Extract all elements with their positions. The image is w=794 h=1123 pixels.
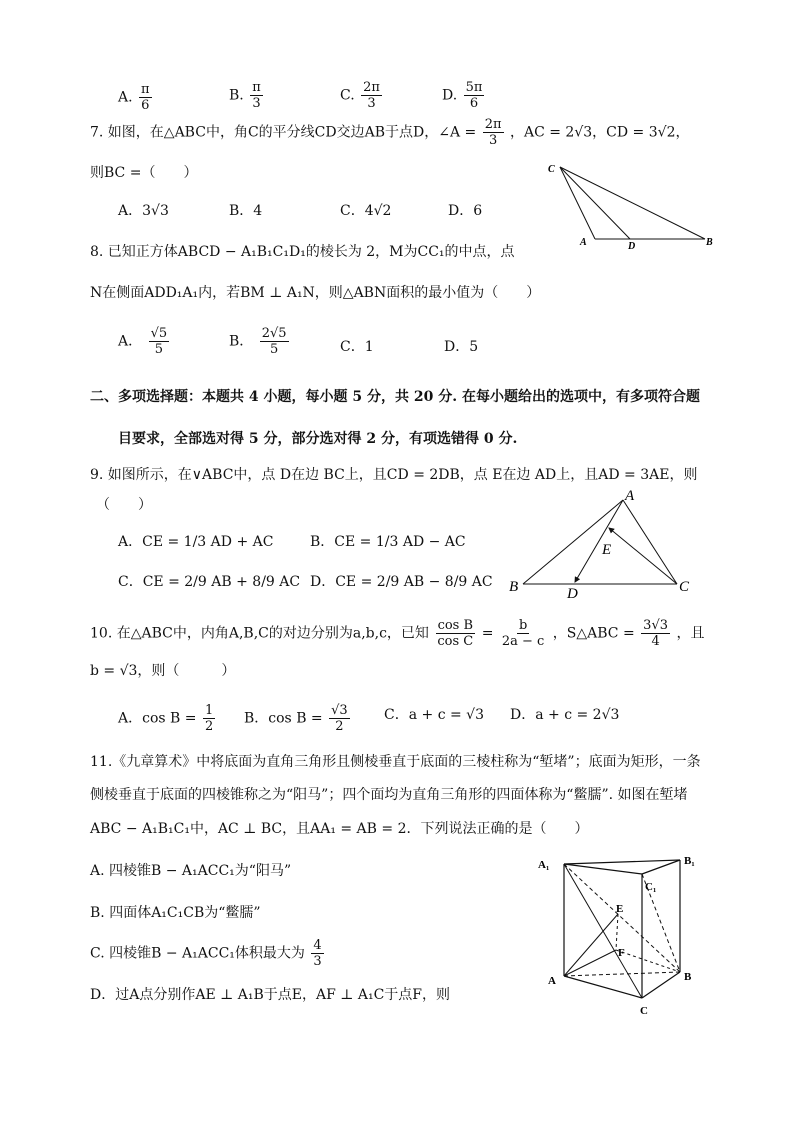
q7-label-d: D <box>628 241 636 252</box>
q9-option-c: C．CE = 2/9 AB + 8/9 AC <box>118 574 301 590</box>
q11-option-a: A. 四棱锥B − A₁ACC₁为“阳马” <box>90 863 292 879</box>
q9-label-c: C <box>679 579 690 595</box>
q9-label-e: E <box>602 542 612 558</box>
q7-label-a: A <box>580 237 587 248</box>
q11-label-c1: C₁ <box>645 881 657 893</box>
q11-option-d: D．过A点分别作AE ⊥ A₁B于点E，AF ⊥ A₁C于点F，则 <box>90 987 451 1003</box>
q10-option-c: C．a + c = √3 <box>384 707 484 723</box>
q10-option-d: D．a + c = 2√3 <box>510 707 620 723</box>
section2-line2: 目要求，全部选对得 5 分，部分选对得 2 分，有项选错得 0 分. <box>118 431 518 447</box>
q7-label-c: C <box>548 164 555 175</box>
q11-prism-figure <box>532 848 712 1020</box>
section2-line1: 二、多项选择题：本题共 4 小题，每小题 5 分，共 20 分. 在每小题给出的选项中，有多项符合题 <box>90 389 700 405</box>
q9-line2: （ ） <box>96 497 152 513</box>
q8-line2: N在侧面ADD₁A₁内，若BM ⊥ A₁N，则△ABN面积的最小值为（ ） <box>90 285 541 301</box>
q10-line2: b = √3，则（ ） <box>90 663 236 679</box>
q9-option-a: A．CE = 1/3 AD + AC <box>118 534 274 550</box>
q11-line2: 侧棱垂直于底面的四棱锥称之为“阳马”；四个面均为直角三角形的四面体称为“鳖臑”. 如图在堑堵 <box>90 787 688 803</box>
q8-option-b: B． $\frac{2√5}{5}$ <box>229 326 287 357</box>
q8-option-a: A． $\frac{√5}{5}$ <box>118 326 168 357</box>
q9-label-b: B <box>509 579 519 595</box>
q11-line3: ABC − A₁B₁C₁中，AC ⊥ BC，且AA₁ = AB = 2．下列说法正确的是（ ） <box>90 821 589 837</box>
q9-option-d: D．CE = 2/9 AB − 8/9 AC <box>310 574 493 590</box>
q8-option-d: D．5 <box>444 339 479 355</box>
q11-label-b1: B₁ <box>684 855 695 867</box>
q8-option-c: C．1 <box>340 339 374 355</box>
q8-line1: 8. 已知正方体ABCD − A₁B₁C₁D₁的棱长为 2，M为CC₁的中点，点 <box>90 244 515 260</box>
q9-option-b: B．CE = 1/3 AD − AC <box>310 534 466 550</box>
q11-label-e: E <box>616 903 624 915</box>
q11-label-a: A <box>548 975 556 987</box>
q11-label-b: B <box>684 971 692 983</box>
q10-option-a: A．cos B = $\frac{1}{2}$ <box>118 703 214 734</box>
q6-option-d: D. $\frac{5\pi}{6}$ <box>442 80 483 111</box>
q10-line1: 10. 在△ABC中，内角A,B,C的对边分别为a,b,c，已知 $\frac{\text{cos B}}{\text{cos C}}$ = $\frac{b}{2a - c}$ ，S△ABC = $\frac{3√3}{4}$ ，且 <box>90 618 705 649</box>
q6-option-a: A. $\frac{\pi}{6}$ <box>118 82 150 113</box>
q9-line1: 9. 如图所示，在∨ABC中，点 D在边 BC上，且CD = 2DB，点 E在边 AD上，且AD = 3AE，则 <box>90 467 698 483</box>
q10-option-b: B．cos B = $\frac{√3}{2}$ <box>244 703 348 734</box>
q11-line1: 11.《九章算术》中将底面为直角三角形且侧棱垂直于底面的三棱柱称为“堑堵”；底面为矩形，一条 <box>90 754 701 770</box>
q9-label-a: A <box>625 488 635 504</box>
q7-line1: 7. 如图，在△ABC中，角C的平分线CD交边AB于点D，∠A = $\frac{2\pi}{3}$ ，AC = 2√3，CD = 3√2， <box>90 117 690 148</box>
q11-option-c: C. 四棱锥B − A₁ACC₁体积最大为 $\frac{4}{3}$ <box>90 938 322 969</box>
q7-option-a: A．3√3 <box>118 203 169 219</box>
q6-option-b: B. $\frac{\pi}{3}$ <box>229 80 261 111</box>
q9-triangle-figure <box>505 488 705 600</box>
q7-triangle-figure <box>540 155 720 255</box>
q7-option-b: B．4 <box>229 203 263 219</box>
q7-label-b: B <box>706 237 713 248</box>
q7-line2: 则BC =（ ） <box>90 165 198 181</box>
q11-label-a1: A₁ <box>538 859 550 871</box>
q11-label-f: F <box>618 947 625 959</box>
q11-label-c: C <box>640 1005 648 1017</box>
q7-option-d: D．6 <box>448 203 483 219</box>
q6-option-c: C. $\frac{2\pi}{3}$ <box>340 80 380 111</box>
q9-label-d: D <box>567 586 578 600</box>
q7-option-c: C．4√2 <box>340 203 392 219</box>
q11-option-b: B. 四面体A₁C₁CB为“鳖臑” <box>90 905 261 921</box>
